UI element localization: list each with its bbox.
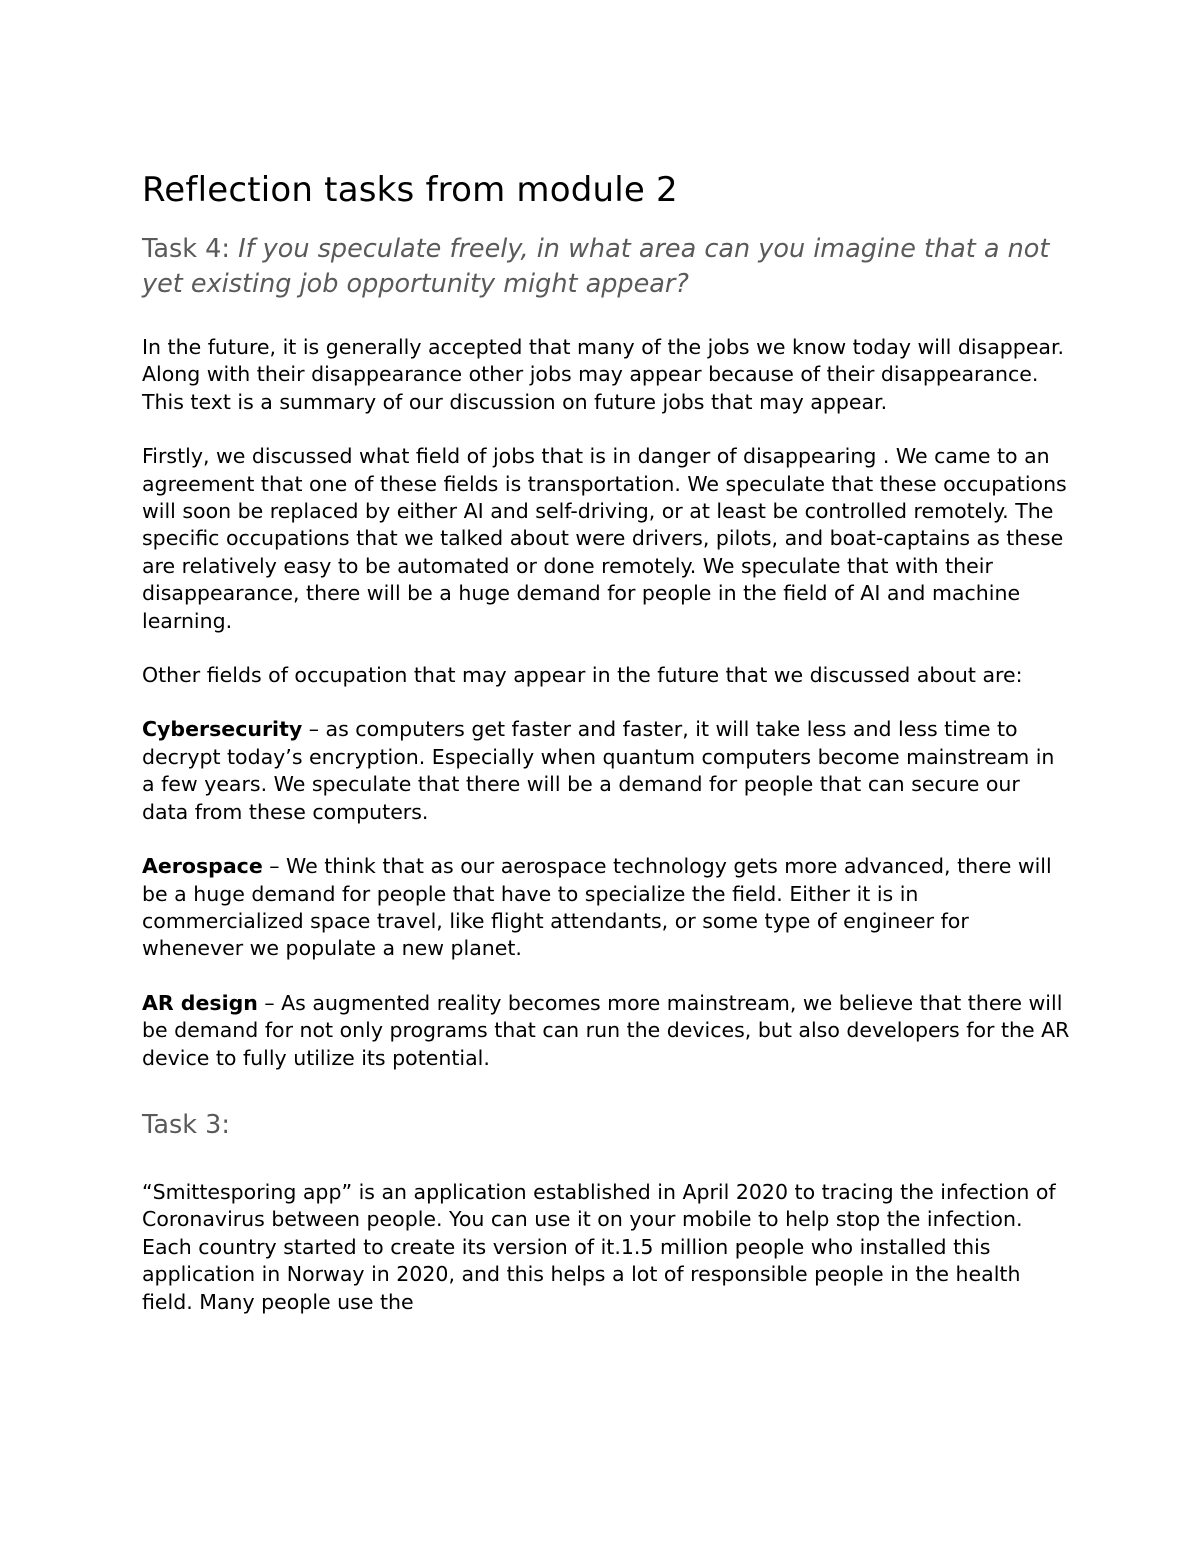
firstly-paragraph: Firstly, we discussed what field of jobs that is in danger of disappearing . We came to an agreement that one of these fields is transportation. We speculate that these occupations will soon be replaced by either AI and self-driving, or at least be controlled remotely. The specific occupations that we talked about were drivers, pilots, and boat-captains as these are relatively easy to be automated or done remotely. We speculate that with their disappearance, there will be a huge demand for people in the field of AI and machine learning.	[142, 444, 1067, 633]
aerospace-paragraph	[142, 853, 1072, 963]
cybersecurity-term: Cybersecurity	[142, 717, 303, 742]
cybersecurity-text: – as computers get faster and faster, it will take less and less time to decrypt today’s encryption. Especially when quantum computers become mainstream in a few years. We speculate that there will be a demand for people that can secure our data from these computers.	[142, 717, 1055, 824]
other-fields-paragraph: Other fields of occupation that may appear in the future that we discussed about are:	[142, 663, 1023, 688]
task4-heading	[142, 232, 1072, 302]
task3-paragraph: “Smittesporing app” is an application established in April 2020 to tracing the infection of Coronavirus between people. You can use it on your mobile to help stop the infection. Each country started to create its version of it.1.5 million people who installed this application in Norway in 2020, and this helps a lot of responsible people in the health field. Many people use the	[142, 1179, 1056, 1314]
ar-design-term: AR design	[142, 990, 258, 1015]
task4-question: If you speculate freely, in what area can you imagine that a not yet existing job opportunity might appear?	[142, 234, 1050, 299]
ar-design-text: – As augmented reality becomes more mainstream, we believe that there will be demand for not only programs that can run the devices, but also developers for the AR device to fully utilize its potential.	[142, 990, 1070, 1070]
cybersecurity-paragraph	[142, 716, 1072, 826]
task4-label: Task 4:	[142, 234, 239, 264]
document-page	[142, 168, 1072, 1316]
aerospace-text: – We think that as our aerospace technology gets more advanced, there will be a huge demand for people that have to specialize the field. Either it is in commercialized space travel, like flight attendants, or some type of engineer for whenever we populate a new planet.	[142, 854, 1052, 961]
intro-paragraph: In the future, it is generally accepted that many of the jobs we know today will disappear. Along with their disappearance other jobs may appear because of their disappearance. This text is a summary of our discussion on future jobs that may appear.	[142, 335, 1065, 414]
aerospace-term: Aerospace	[142, 854, 263, 879]
task3-heading: Task 3:	[142, 1109, 230, 1140]
ar-design-paragraph	[142, 990, 1072, 1072]
page-title: Reflection tasks from module 2	[142, 170, 678, 210]
